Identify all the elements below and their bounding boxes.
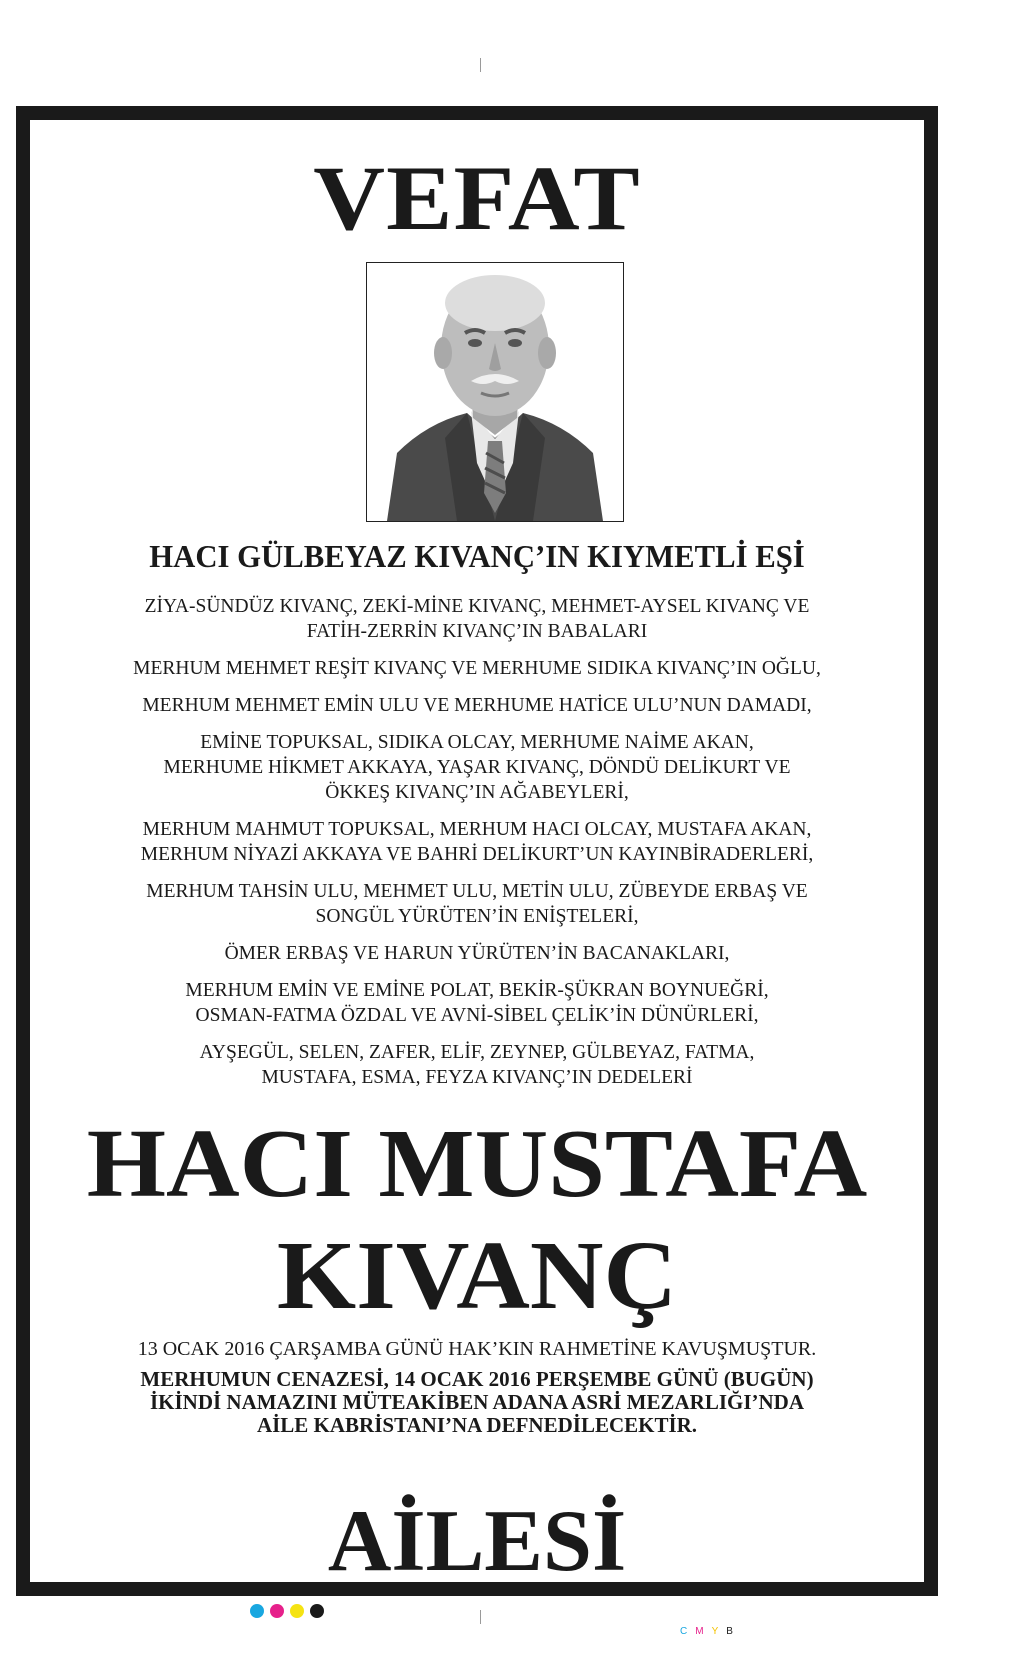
crop-mark-bottom: [480, 1610, 481, 1624]
relation-paragraph: [30, 594, 924, 644]
relation-line: MERHUM MEHMET EMİN ULU VE MERHUME HATİCE ULU’NUN DAMADI,: [142, 695, 812, 716]
funeral-line: AİLE KABRİSTANI’NA DEFNEDİLECEKTİR.: [256, 1413, 698, 1437]
relation-paragraph: [30, 693, 924, 718]
relation-line: OSMAN-FATMA ÖZDAL VE AVNİ-SİBEL ÇELİK’İN DÜNÜRLERİ,: [195, 1005, 759, 1026]
relation-line: MERHUME HİKMET AKKAYA, YAŞAR KIVANÇ, DÖNDÜ DELİKURT VE: [163, 757, 791, 778]
cmyb-letter: B: [726, 1626, 741, 1637]
yellow-dot: [290, 1604, 304, 1618]
funeral-info: [30, 1368, 924, 1437]
relations-list: [30, 594, 924, 1102]
relation-paragraph: [30, 730, 924, 805]
relation-line: MERHUM MAHMUT TOPUKSAL, MERHUM HACI OLCAY, MUSTAFA AKAN,: [142, 819, 812, 840]
relation-line: MERHUM EMİN VE EMİNE POLAT, BEKİR-ŞÜKRAN BOYNUEĞRİ,: [185, 980, 769, 1001]
relation-paragraph: [30, 941, 924, 966]
relation-line: ÖKKEŞ KIVANÇ’IN AĞABEYLERİ,: [325, 782, 629, 803]
family-signature: AİLESİ: [327, 1493, 627, 1590]
registration-dots: [250, 1604, 324, 1618]
cyan-dot: [250, 1604, 264, 1618]
crop-mark-top: [480, 58, 481, 72]
relation-line: MERHUM MEHMET REŞİT KIVANÇ VE MERHUME SIDIKA KIVANÇ’IN OĞLU,: [133, 658, 821, 679]
relation-line: FATİH-ZERRİN KIVANÇ’IN BABALARI: [306, 621, 648, 642]
relation-line: MERHUM TAHSİN ULU, MEHMET ULU, METİN ULU, ZÜBEYDE ERBAŞ VE: [146, 881, 808, 902]
relation-line: SONGÜL YÜRÜTEN’İN ENİŞTELERİ,: [315, 906, 639, 927]
deceased-name-line2: KIVANÇ: [276, 1222, 678, 1330]
relation-paragraph: [30, 656, 924, 681]
cmyb-letter: C: [680, 1626, 696, 1637]
page-title: VEFAT: [313, 147, 641, 249]
relation-line: ÖMER ERBAŞ VE HARUN YÜRÜTEN’İN BACANAKLARI,: [224, 943, 730, 964]
death-note: 13 OCAK 2016 ÇARŞAMBA GÜNÜ HAK’KIN RAHMETİNE KAVUŞMUŞTUR.: [137, 1338, 817, 1360]
relation-line: MERHUM NİYAZİ AKKAYA VE BAHRİ DELİKURT’UN KAYINBİRADERLERİ,: [140, 844, 814, 865]
black-dot: [310, 1604, 324, 1618]
magenta-dot: [270, 1604, 284, 1618]
cmyb-letter: M: [695, 1626, 712, 1637]
subheading: HACI GÜLBEYAZ KIVANÇ’IN KIYMETLİ EŞİ: [149, 538, 805, 574]
deceased-name-line1: HACI MUSTAFA: [86, 1110, 868, 1218]
deceased-name: [12, 1108, 942, 1332]
relation-line: AYŞEGÜL, SELEN, ZAFER, ELİF, ZEYNEP, GÜLBEYAZ, FATMA,: [199, 1042, 755, 1063]
relation-paragraph: [30, 978, 924, 1028]
obituary-frame: [16, 106, 938, 1596]
portrait-image: [367, 263, 623, 521]
relation-paragraph: [30, 1040, 924, 1090]
relation-paragraph: [30, 879, 924, 929]
relation-line: MUSTAFA, ESMA, FEYZA KIVANÇ’IN DEDELERİ: [261, 1067, 693, 1088]
funeral-line: İKİNDİ NAMAZINI MÜTEAKİBEN ADANA ASRİ MEZARLIĞI’NDA: [150, 1390, 804, 1414]
relation-paragraph: [30, 817, 924, 867]
portrait-photo: [366, 262, 624, 522]
funeral-line: MERHUMUN CENAZESİ, 14 OCAK 2016 PERŞEMBE GÜNÜ (BUGÜN): [140, 1367, 814, 1391]
cmyb-letter: Y: [711, 1626, 727, 1637]
cmyb-label: [680, 1626, 741, 1637]
relation-line: ZİYA-SÜNDÜZ KIVANÇ, ZEKİ-MİNE KIVANÇ, MEHMET-AYSEL KIVANÇ VE: [144, 596, 810, 617]
relation-line: EMİNE TOPUKSAL, SIDIKA OLCAY, MERHUME NAİME AKAN,: [200, 732, 754, 753]
